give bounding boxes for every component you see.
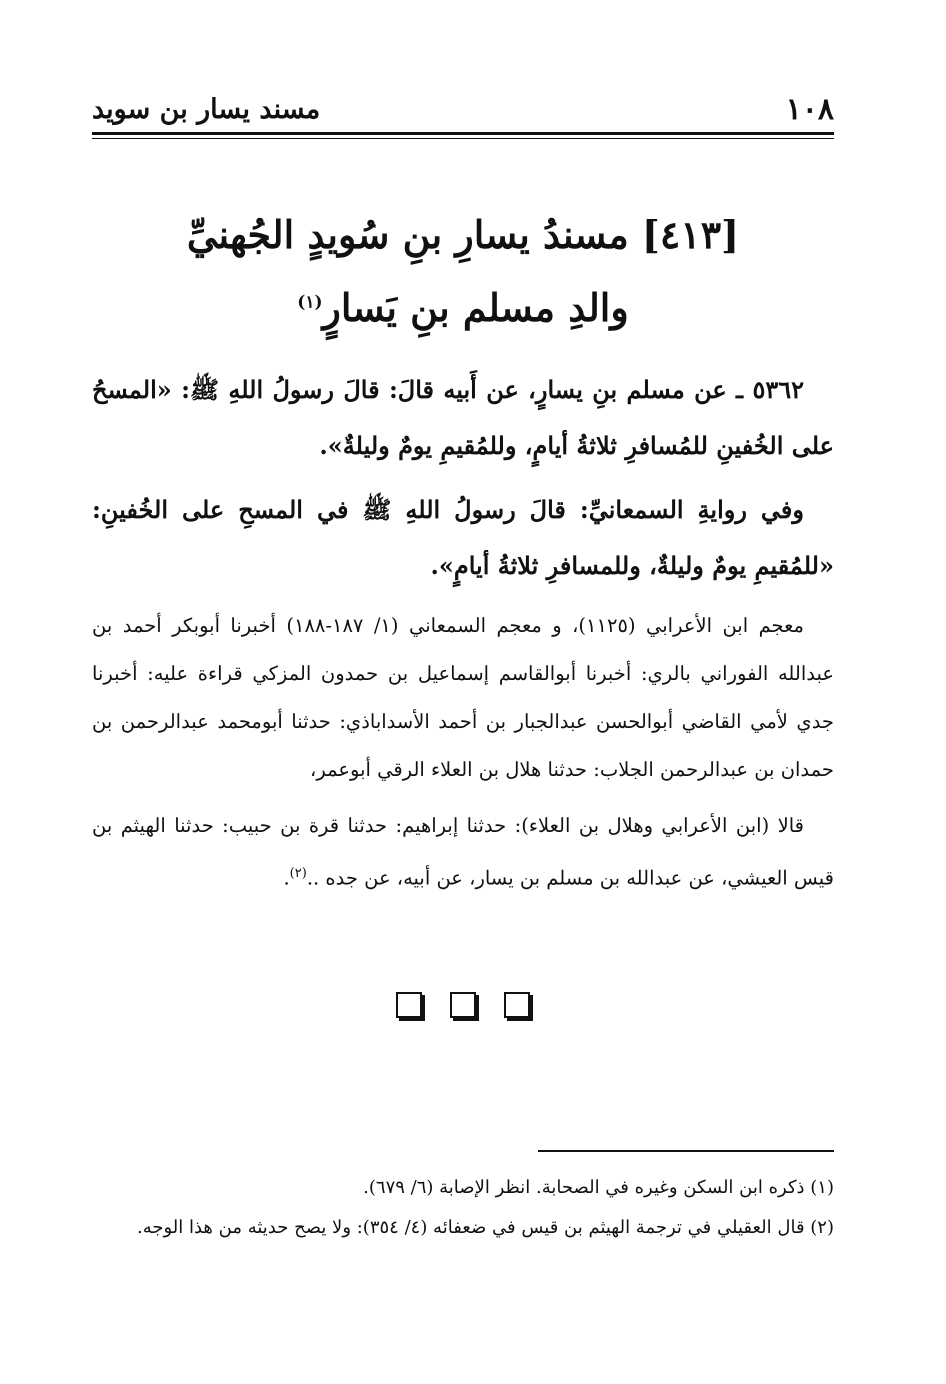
footnote: (١) ذكره ابن السكن وغيره في الصحابة. انظر الإصابة (٦/ ٦٧٩).	[363, 1177, 834, 1198]
main-text	[92, 362, 834, 911]
variant-paragraph: وفي روايةِ السمعانيِّ: قالَ رسولُ اللهِ ﷺ في المسحِ على الخُفينِ: «للمُقيمِ يومٌ وليلةٌ، وللمسافرِ ثلاثةُ أيامٍ».	[92, 495, 834, 580]
chain-end: .	[283, 866, 290, 890]
running-title: مسند يسار بن سويد	[92, 94, 321, 125]
footnotes	[92, 1168, 834, 1248]
footnote-ref-2: (٢)	[289, 866, 307, 881]
sources-paragraph: معجم ابن الأعرابي (١١٢٥)، و معجم السمعاني (١/ ١٨٧-١٨٨) أخبرنا أبوبكر أحمد بن عبدالله الفوراني بالري: أخبرنا أبوالقاسم إسماعيل بن حمدون المزكي قراءة عليه: أخبرنا جدي لأمي القاضي أبوالحسن عبدالجبار بن أحمد الأسداباذي: حدثنا أبومحمد عبدالرحمن بن حمدان بن عبدالرحمن الجلاب: حدثنا هلال بن العلاء الرقي أبوعمر،	[92, 614, 834, 781]
chain-paragraph	[92, 802, 834, 903]
footnote: (٢) قال العقيلي في ترجمة الهيثم بن قيس في ضعفائه (٤/ ٣٥٤): ولا يصح حديثه من هذا الوجه.	[136, 1217, 834, 1238]
chain-text: قالا (ابن الأعرابي وهلال بن العلاء): حدثنا إبراهيم: حدثنا قرة بن حبيب: حدثنا الهيثم بن قيس العيشي، عن عبدالله بن مسلم بن يسار، عن أبيه، عن جده ..	[92, 814, 834, 890]
hadith-paragraph: ٥٣٦٢ ـ عن مسلم بنِ يسارٍ، عن أَبيه قالَ: قالَ رسولُ اللهِ ﷺ: «المسحُ على الخُفينِ للمُسافرِ ثلاثةُ أيامٍ، وللمُقيمِ يومٌ وليلةٌ».	[92, 375, 834, 460]
page-number: ١٠٨	[785, 92, 834, 127]
chapter-title-line1: [٤١٣] مسندُ يسارِ بنِ سُويدٍ الجُهنيِّ	[186, 212, 740, 257]
chapter-title-line2: والدِ مسلم بنِ يَسارٍ	[322, 285, 629, 330]
page-header	[92, 92, 834, 130]
ornament-square	[450, 992, 476, 1018]
section-end-ornament	[92, 992, 834, 1032]
ornament-square	[396, 992, 422, 1018]
chapter-title	[92, 212, 834, 257]
footnote-rule	[538, 1150, 834, 1152]
header-rule	[92, 132, 834, 139]
footnote-ref-1: (١)	[297, 292, 323, 313]
chapter-subtitle	[92, 285, 834, 330]
ornament-square	[504, 992, 530, 1018]
